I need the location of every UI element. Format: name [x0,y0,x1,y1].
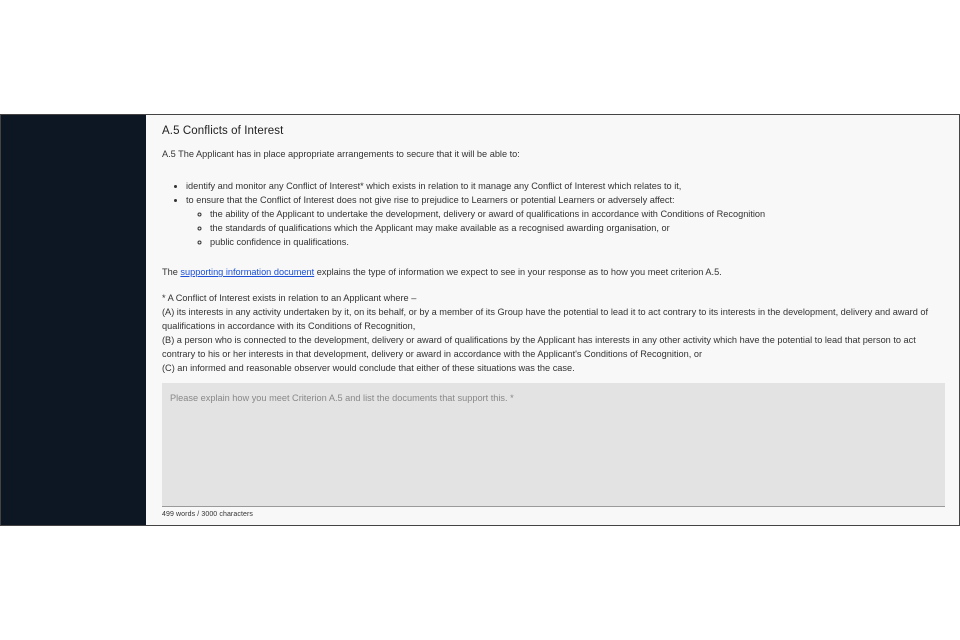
main-content [146,115,959,525]
response-textarea[interactable] [162,383,945,507]
sub-list-item: ◦ public confidence in qualifications. [210,235,945,249]
intro-text: A.5 The Applicant has in place appropriate arrangements to secure that it will be able to: [162,149,520,159]
definition-heading: * A Conflict of Interest exists in relation to an Applicant where – [162,293,417,303]
sub-list [186,207,945,249]
list-item: • identify and monitor any Conflict of Interest* which exists in relation to it manage any Conflict of Interest which relates to it, [186,179,945,193]
definition-a: (A) its interests in any activity undertaken by it, on its behalf, or by a member of its Group have the potential to lead it to act contrary to its interests in the development, delivery and award of qualifications in accordance with its Conditions of Recognition, [162,307,929,331]
sidebar [1,115,146,525]
criteria-list [162,179,945,249]
support-suffix: explains the type of information we expect to see in your response as to how you meet criterion A.5. [314,267,722,277]
definition-block [162,291,945,375]
character-counter: 499 words / 3000 characters [162,511,254,518]
definition-c: (C) an informed and reasonable observer would conclude that either of these situations was the case. [162,363,575,373]
textarea-placeholder: Please explain how you meet Criterion A.5 and list the documents that support this. * [170,393,514,403]
supporting-info-link[interactable]: supporting information document [180,267,315,277]
list-item [186,193,945,249]
supporting-info-text [162,265,945,279]
definition-b: (B) a person who is connected to the development, delivery or award of qualifications by the Applicant has interests in any other activity which have the potential to lead that person to act contrary to his or her interests in that development, delivery or award in accordance with the Applicant's Conditions of Recognition, or [162,335,916,359]
page-title: A.5 Conflicts of Interest [162,125,284,137]
application-window [0,114,960,526]
sub-list-item: ◦ the ability of the Applicant to undertake the development, delivery or award of qualifications in accordance with Conditions of Recognition [210,207,945,221]
sub-list-item: ◦ the standards of qualifications which the Applicant may make available as a recognised awarding organisation, or [210,221,945,235]
support-prefix: The [162,267,181,277]
list-item-text: to ensure that the Conflict of Interest does not give rise to prejudice to Learners or potential Learners or adversely affect: [186,195,675,205]
